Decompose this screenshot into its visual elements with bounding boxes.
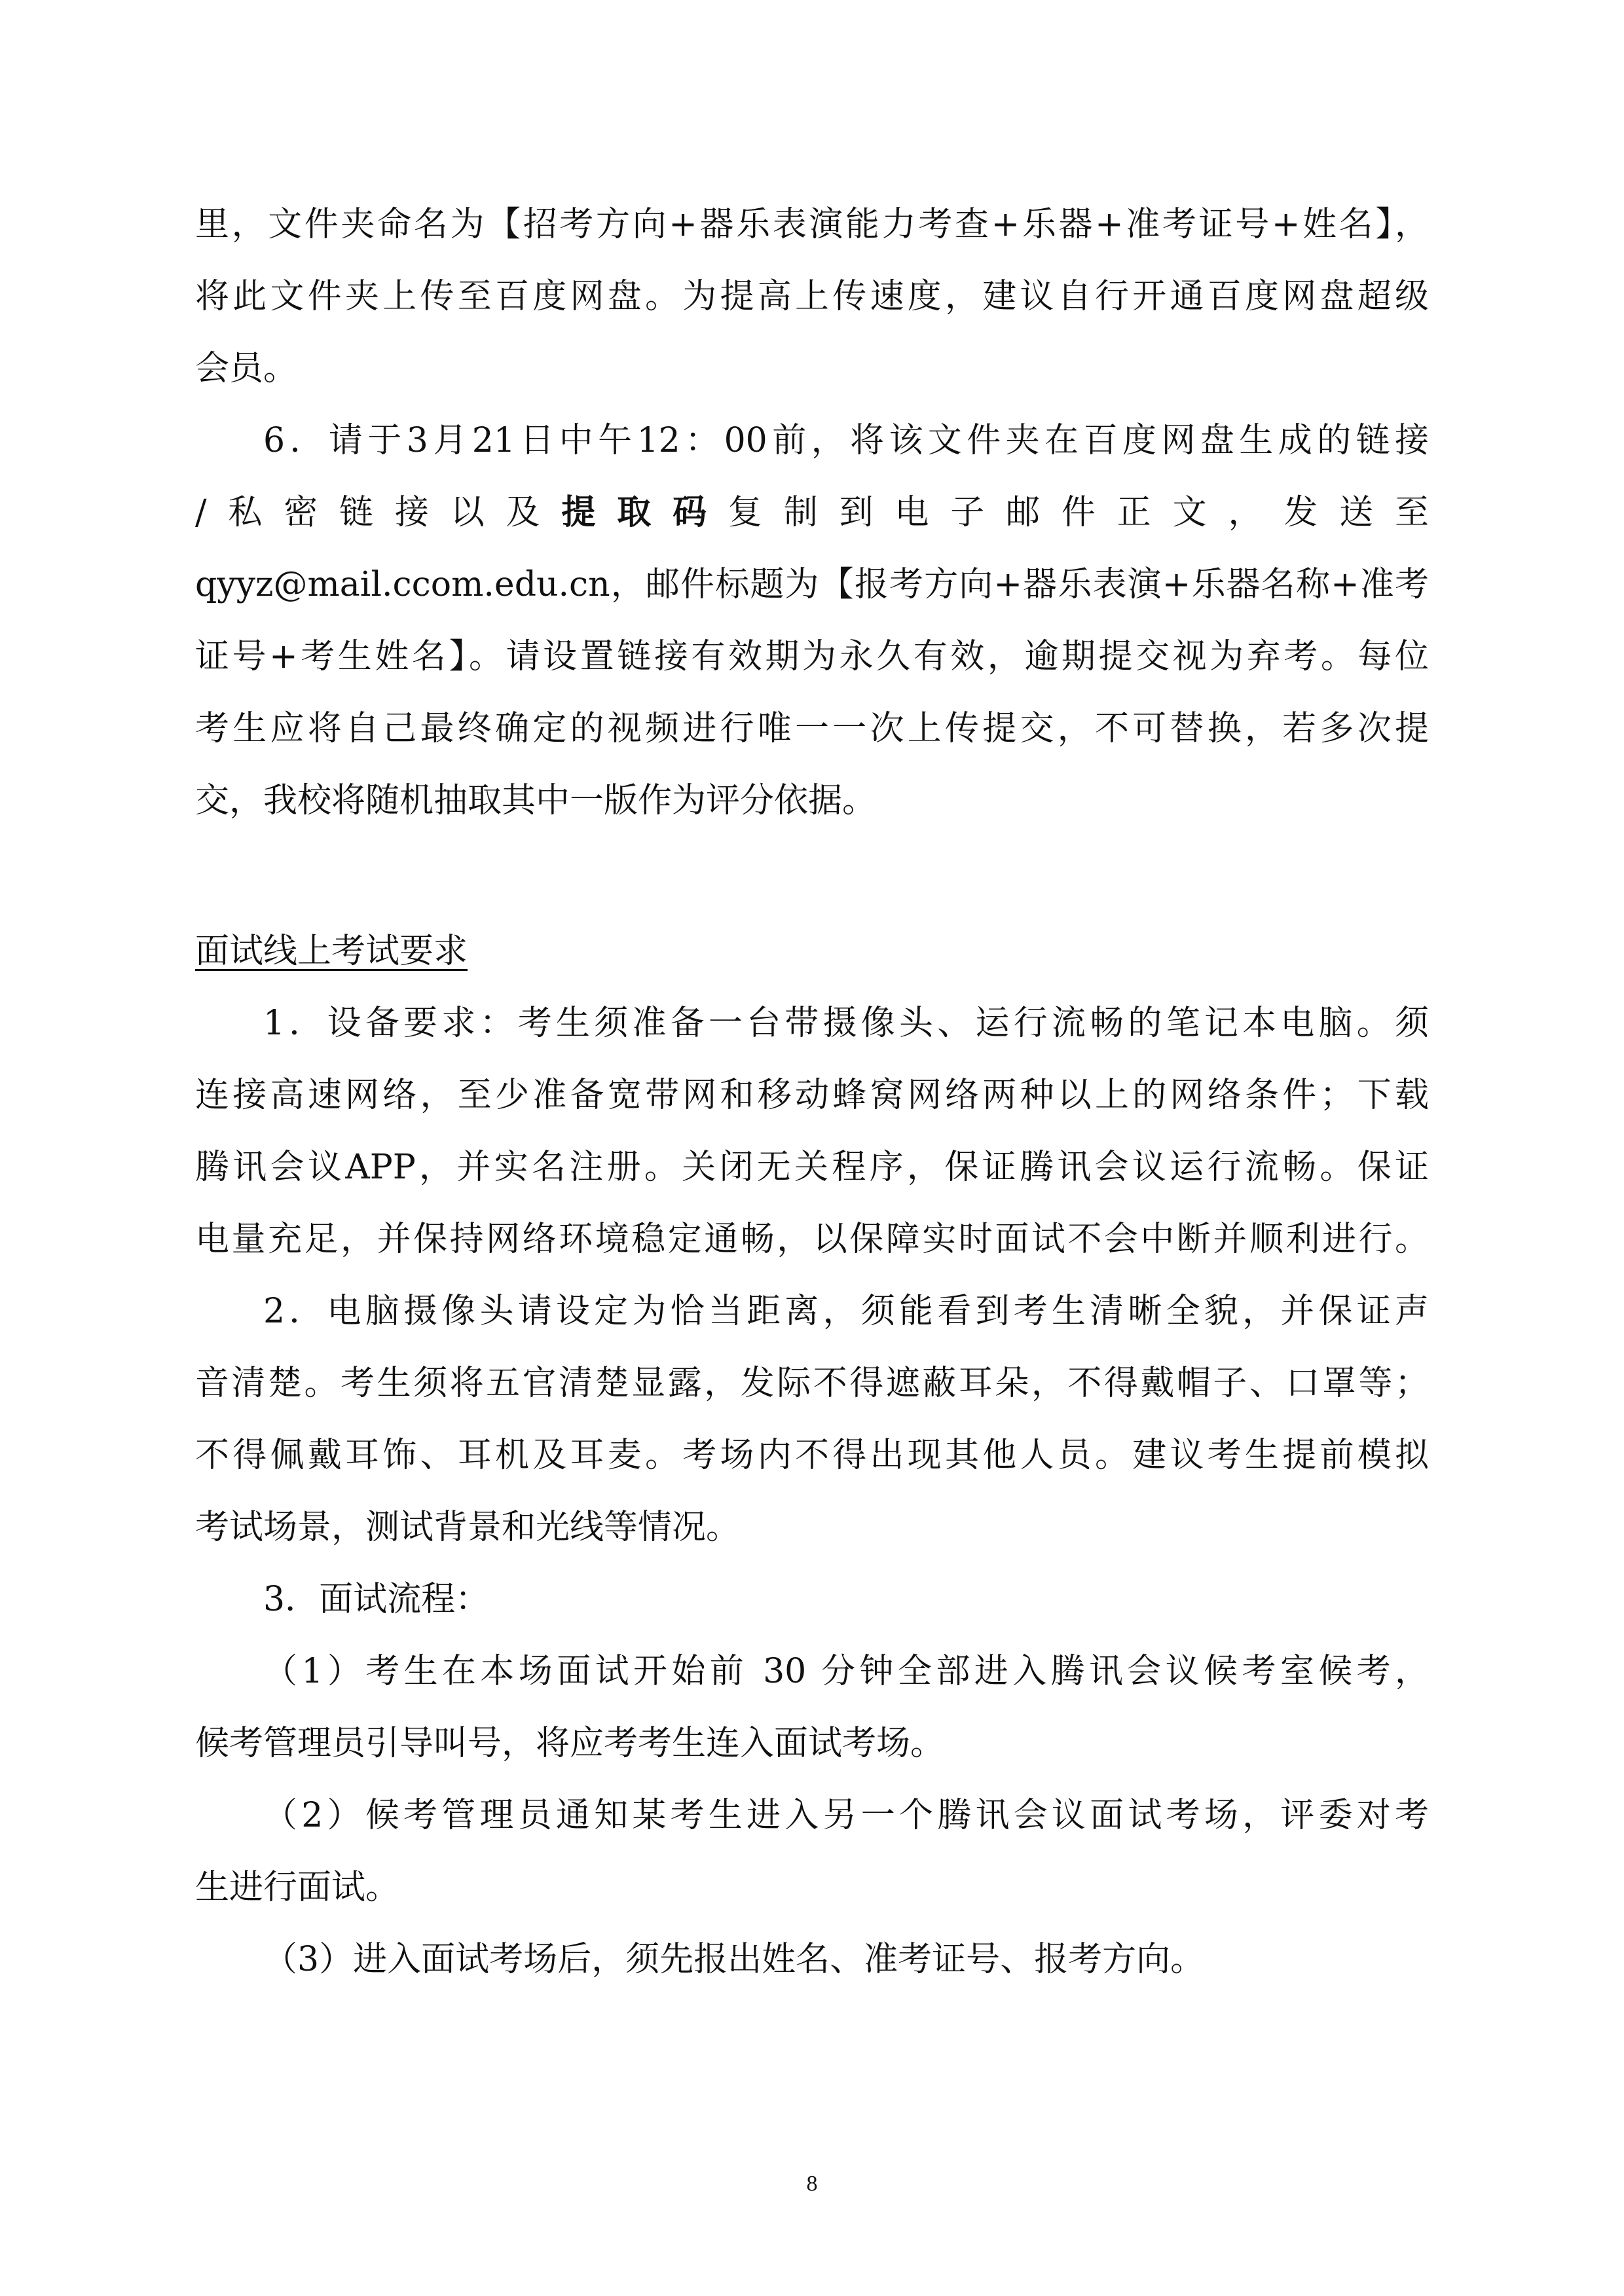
paragraph-text: /私密链接以及: [195, 493, 562, 532]
paragraph-line: 考生应将自己最终确定的视频进行唯一一次上传提交，不可替换，若多次提: [195, 709, 1429, 748]
paragraph-line: 连接高速网络，至少准备宽带网和移动蜂窝网络两种以上的网络条件；下载: [195, 1076, 1429, 1115]
paragraph-line: （1）考生在本场面试开始前 30 分钟全部进入腾讯会议候考室候考，: [263, 1652, 1429, 1691]
paragraph-line: 3．面试流程：: [263, 1580, 490, 1619]
paragraph-line: qyyz@mail.ccom.edu.cn，邮件标题为【报考方向+器乐表演+乐器名称+准考: [195, 565, 1429, 604]
section-heading: 面试线上考试要求: [195, 932, 468, 971]
paragraph-line-with-bold: [195, 493, 1429, 532]
paragraph-line: 将此文件夹上传至百度网盘。为提高上传速度，建议自行开通百度网盘超级: [195, 277, 1429, 316]
paragraph-line: 证号+考生姓名】。请设置链接有效期为永久有效，逾期提交视为弃考。每位: [195, 637, 1429, 676]
paragraph-line: 电量充足，并保持网络环境稳定通畅，以保障实时面试不会中断并顺利进行。: [195, 1220, 1429, 1259]
paragraph-text: 复制到电子邮件正文，发送至: [728, 493, 1429, 532]
paragraph-line: （3）进入面试考场后，须先报出姓名、准考证号、报考方向。: [263, 1940, 1205, 1979]
paragraph-line: 交，我校将随机抽取其中一版作为评分依据。: [195, 781, 877, 820]
paragraph-line: 1．设备要求：考生须准备一台带摄像头、运行流畅的笔记本电脑。须: [263, 1004, 1429, 1043]
paragraph-line: 候考管理员引导叫号，将应考考生连入面试考场。: [195, 1724, 945, 1763]
paragraph-line: （2）候考管理员通知某考生进入另一个腾讯会议面试考场，评委对考: [263, 1796, 1429, 1835]
paragraph-line: 考试场景，测试背景和光线等情况。: [195, 1508, 741, 1547]
paragraph-line: 腾讯会议APP，并实名注册。关闭无关程序，保证腾讯会议运行流畅。保证: [195, 1148, 1429, 1187]
paragraph-line: 6．请于3月21日中午12：00前，将该文件夹在百度网盘生成的链接: [263, 421, 1429, 460]
paragraph-line: 2．电脑摄像头请设定为恰当距离，须能看到考生清晰全貌，并保证声: [263, 1292, 1429, 1331]
page-number: 8: [806, 2172, 818, 2196]
bold-keyword: 提取码: [561, 493, 728, 532]
paragraph-line: 里，文件夹命名为【招考方向+器乐表演能力考查+乐器+准考证号+姓名】，: [195, 205, 1429, 244]
paragraph-line: 不得佩戴耳饰、耳机及耳麦。考场内不得出现其他人员。建议考生提前模拟: [195, 1436, 1429, 1475]
paragraph-line: 会员。: [195, 349, 298, 388]
paragraph-line: 音清楚。考生须将五官清楚显露，发际不得遮蔽耳朵，不得戴帽子、口罩等；: [195, 1364, 1429, 1403]
paragraph-line: 生进行面试。: [195, 1868, 400, 1907]
